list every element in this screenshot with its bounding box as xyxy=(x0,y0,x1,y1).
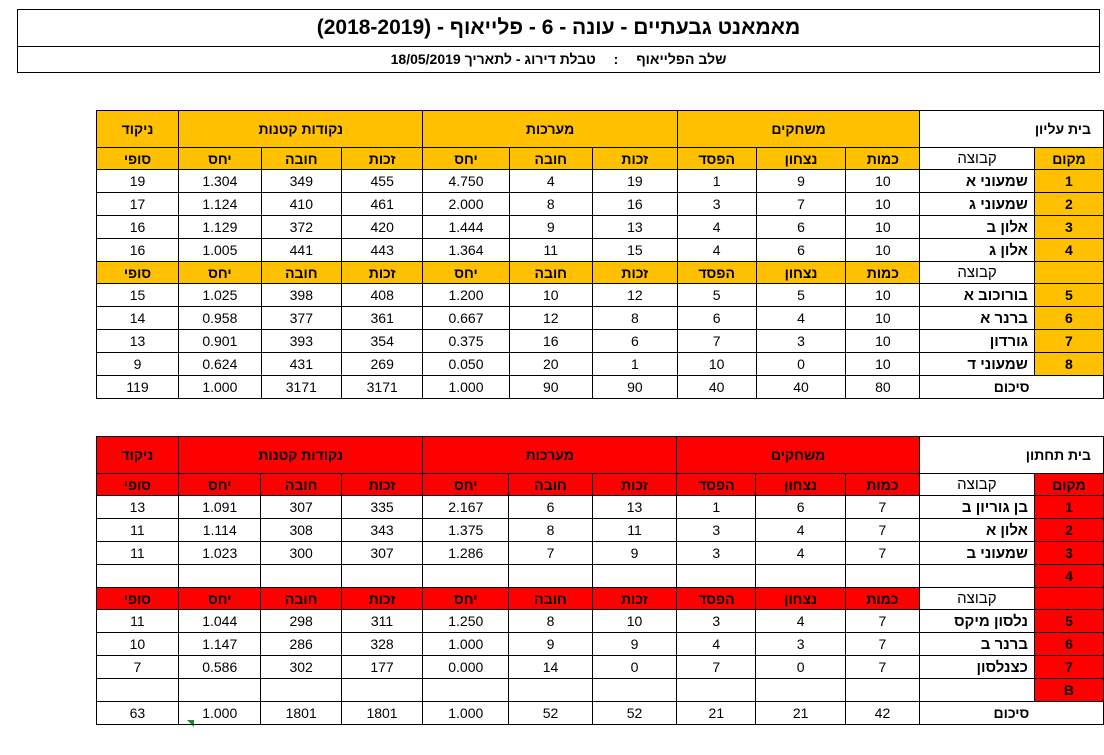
stat-sr-cell: 1.444 xyxy=(423,216,509,239)
stat-pl-cell: 431 xyxy=(261,353,341,376)
mid-header-sets-ratio: יחס xyxy=(423,588,509,610)
games-played-cell: 7 xyxy=(846,542,920,565)
stat-pl-cell: 307 xyxy=(261,496,341,519)
stat-pr-cell: 0.901 xyxy=(179,330,261,353)
mid-header-pts-won: זכות xyxy=(342,262,423,284)
games-lost-cell: 4 xyxy=(677,216,756,239)
stat-score-cell: 13 xyxy=(96,496,178,519)
stat-pr-cell xyxy=(179,679,261,702)
col-header-team: קבוצה xyxy=(920,148,1035,170)
stat-score-cell: 10 xyxy=(96,633,178,656)
mid-header-team: קבוצה xyxy=(920,262,1035,284)
stat-pw-cell: 269 xyxy=(342,353,423,376)
team-name-cell xyxy=(919,565,1034,588)
games-played-cell: 10 xyxy=(846,170,920,193)
col-header-sets-won: זכות xyxy=(592,148,677,170)
stat-score-cell: 11 xyxy=(96,519,178,542)
stat-sw-cell: 9 xyxy=(592,633,677,656)
group-sets: מערכות xyxy=(423,437,677,474)
stat-pw-cell: 343 xyxy=(341,519,422,542)
mid-header-pts-won: זכות xyxy=(341,588,422,610)
stat-pl-cell: 298 xyxy=(261,610,341,633)
stat-sl-cell: 16 xyxy=(509,330,592,353)
rank-cell: 3 xyxy=(1034,542,1103,565)
games-played-cell: 7 xyxy=(846,496,920,519)
stat-sw-cell: 10 xyxy=(592,610,677,633)
games-won-cell: 4 xyxy=(756,610,846,633)
games-lost-cell: 10 xyxy=(677,353,756,376)
stat-pr-cell: 0.624 xyxy=(179,353,261,376)
team-name-cell: שמעוני ג xyxy=(920,193,1035,216)
section-title: בית תחתון xyxy=(919,437,1103,474)
stat-sw-cell: 6 xyxy=(592,330,677,353)
stat-pr-cell: 1.025 xyxy=(179,284,261,307)
mid-header-lost: הפסד xyxy=(677,588,756,610)
col-header-pts-ratio: יחס xyxy=(179,474,261,496)
stat-sr-cell xyxy=(423,565,509,588)
games-played-cell: 10 xyxy=(846,216,920,239)
games-won-cell: 3 xyxy=(756,633,846,656)
stat-sl-cell: 8 xyxy=(509,193,592,216)
stat-score-cell: 16 xyxy=(96,216,178,239)
total-won-cell: 40 xyxy=(756,376,846,399)
stat-pw-cell: 461 xyxy=(342,193,423,216)
stat-sw-cell: 8 xyxy=(592,307,677,330)
stat-pw-cell: 328 xyxy=(341,633,422,656)
section-title: בית עליון xyxy=(920,111,1104,148)
games-won-cell: 7 xyxy=(756,193,846,216)
games-lost-cell: 7 xyxy=(677,656,756,679)
stat-pr-cell: 1.023 xyxy=(179,542,261,565)
total-score-cell: 119 xyxy=(96,376,178,399)
total-score-cell: 63 xyxy=(96,702,178,725)
games-won-cell: 3 xyxy=(756,330,846,353)
total-pl-cell: 1801 xyxy=(261,702,341,725)
team-name-cell: בורוכוב א xyxy=(920,284,1035,307)
stat-sw-cell: 1 xyxy=(592,353,677,376)
total-pl-cell: 3171 xyxy=(261,376,341,399)
games-played-cell xyxy=(846,679,920,702)
stat-pr-cell: 0.958 xyxy=(179,307,261,330)
mid-header-sets-won: זכות xyxy=(592,588,677,610)
games-played-cell xyxy=(846,565,920,588)
stat-score-cell: 15 xyxy=(96,284,178,307)
col-header-won: נצחון xyxy=(756,148,846,170)
stat-score-cell: 11 xyxy=(96,610,178,633)
total-pr-cell: 1.000 xyxy=(179,376,261,399)
rank-cell: 7 xyxy=(1034,330,1103,353)
games-won-cell: 4 xyxy=(756,307,846,330)
stat-pr-cell: 1.044 xyxy=(179,610,261,633)
rank-cell: 4 xyxy=(1034,239,1103,262)
total-sw-cell: 90 xyxy=(592,376,677,399)
mid-header-sets-lost: חובה xyxy=(509,262,592,284)
games-lost-cell: 1 xyxy=(677,170,756,193)
stat-pw-cell: 455 xyxy=(342,170,423,193)
stat-pw-cell: 443 xyxy=(342,239,423,262)
stat-pw-cell: 307 xyxy=(341,542,422,565)
team-name-cell: כצנלסון xyxy=(919,656,1034,679)
stat-sw-cell: 12 xyxy=(592,284,677,307)
col-header-played: כמות xyxy=(846,148,920,170)
total-played-cell: 80 xyxy=(846,376,920,399)
team-name-cell: בן גוריון ב xyxy=(919,496,1034,519)
games-lost-cell xyxy=(677,565,756,588)
games-lost-cell: 4 xyxy=(677,633,756,656)
games-lost-cell: 3 xyxy=(677,193,756,216)
stat-sl-cell: 14 xyxy=(509,656,592,679)
group-points: נקודות קטנות xyxy=(179,111,423,148)
mid-header-team: קבוצה xyxy=(919,588,1034,610)
stat-pw-cell: 361 xyxy=(342,307,423,330)
games-won-cell xyxy=(756,679,846,702)
team-name-cell: אלון א xyxy=(919,519,1034,542)
stat-sr-cell: 0.667 xyxy=(423,307,509,330)
col-header-lost: הפסד xyxy=(677,148,756,170)
stat-pr-cell: 1.304 xyxy=(179,170,261,193)
stat-sl-cell: 9 xyxy=(509,633,592,656)
mid-header-sets-ratio: יחס xyxy=(423,262,509,284)
stat-sl-cell: 12 xyxy=(509,307,592,330)
stat-pl-cell: 393 xyxy=(261,330,341,353)
stat-sw-cell: 15 xyxy=(592,239,677,262)
stat-sw-cell: 11 xyxy=(592,519,677,542)
stat-sr-cell: 2.167 xyxy=(423,496,509,519)
stat-pw-cell: 420 xyxy=(342,216,423,239)
stat-sl-cell: 6 xyxy=(509,496,592,519)
rank-cell: 8 xyxy=(1034,353,1103,376)
mid-header-pts-ratio: יחס xyxy=(179,262,261,284)
col-header-pts-won: זכות xyxy=(342,148,423,170)
stat-score-cell: 7 xyxy=(96,656,178,679)
games-won-cell: 4 xyxy=(756,519,846,542)
stat-score-cell: 11 xyxy=(96,542,178,565)
stat-pl-cell: 377 xyxy=(261,307,341,330)
stat-sr-cell: 0.000 xyxy=(423,656,509,679)
stat-sl-cell: 4 xyxy=(509,170,592,193)
group-games: משחקים xyxy=(677,437,919,474)
stat-sw-cell: 16 xyxy=(592,193,677,216)
stat-sr-cell: 1.286 xyxy=(423,542,509,565)
stat-sr-cell: 1.000 xyxy=(423,633,509,656)
col-header-lost: הפסד xyxy=(677,474,756,496)
total-sr-cell: 1.000 xyxy=(423,702,509,725)
stat-sr-cell: 2.000 xyxy=(423,193,509,216)
stat-pr-cell: 1.091 xyxy=(179,496,261,519)
mid-header-pts-lost: חובה xyxy=(261,262,341,284)
stat-pr-cell: 1.114 xyxy=(179,519,261,542)
rank-cell: 3 xyxy=(1034,216,1103,239)
games-won-cell: 5 xyxy=(756,284,846,307)
col-header-pts-lost: חובה xyxy=(261,148,341,170)
games-played-cell: 10 xyxy=(846,330,920,353)
games-lost-cell: 3 xyxy=(677,519,756,542)
games-played-cell: 10 xyxy=(846,307,920,330)
games-lost-cell: 3 xyxy=(677,542,756,565)
col-header-rank: מקום xyxy=(1034,148,1103,170)
stat-pl-cell: 300 xyxy=(261,542,341,565)
stat-pw-cell: 177 xyxy=(341,656,422,679)
stage-label: שלב הפלייאוף xyxy=(636,51,727,67)
stat-sw-cell: 13 xyxy=(592,496,677,519)
col-header-rank: מקום xyxy=(1034,474,1103,496)
team-name-cell: אלון ג xyxy=(920,239,1035,262)
stat-sr-cell: 4.750 xyxy=(423,170,509,193)
total-played-cell: 42 xyxy=(846,702,920,725)
lower-house-table xyxy=(17,436,1104,725)
rank-cell: 1 xyxy=(1034,496,1103,519)
rank-cell: 6 xyxy=(1034,633,1103,656)
stat-sr-cell: 1.364 xyxy=(423,239,509,262)
games-played-cell: 7 xyxy=(846,610,920,633)
mid-header-lost: הפסד xyxy=(677,262,756,284)
rank-cell: 4 xyxy=(1034,565,1103,588)
mid-header-pts-ratio: יחס xyxy=(179,588,261,610)
mid-header-played: כמות xyxy=(846,262,920,284)
stat-score-cell: 17 xyxy=(96,193,178,216)
games-lost-cell: 5 xyxy=(677,284,756,307)
games-played-cell: 7 xyxy=(846,656,920,679)
games-played-cell: 7 xyxy=(846,633,920,656)
stat-pl-cell: 441 xyxy=(261,239,341,262)
games-played-cell: 10 xyxy=(846,239,920,262)
col-header-pts-ratio: יחס xyxy=(179,148,261,170)
col-header-sets-lost: חובה xyxy=(509,148,592,170)
stat-sr-cell: 1.250 xyxy=(423,610,509,633)
stat-sw-cell: 13 xyxy=(592,216,677,239)
total-sw-cell: 52 xyxy=(592,702,677,725)
team-name-cell: אלון ב xyxy=(920,216,1035,239)
games-won-cell: 6 xyxy=(756,239,846,262)
games-played-cell: 7 xyxy=(846,519,920,542)
group-games: משחקים xyxy=(677,111,919,148)
rank-cell: 6 xyxy=(1034,307,1103,330)
stat-pr-cell: 1.124 xyxy=(179,193,261,216)
stat-sl-cell: 11 xyxy=(509,239,592,262)
group-score: ניקוד xyxy=(96,111,178,148)
stat-pl-cell: 302 xyxy=(261,656,341,679)
games-won-cell xyxy=(756,565,846,588)
stat-pl-cell: 410 xyxy=(261,193,341,216)
mid-header-won: נצחון xyxy=(756,262,846,284)
total-won-cell: 21 xyxy=(756,702,846,725)
group-sets: מערכות xyxy=(423,111,677,148)
stat-pl-cell: 286 xyxy=(261,633,341,656)
stat-sl-cell: 8 xyxy=(509,519,592,542)
stat-sl-cell: 20 xyxy=(509,353,592,376)
stat-pw-cell: 311 xyxy=(341,610,422,633)
col-header-sets-ratio: יחס xyxy=(423,474,509,496)
rank-cell: 2 xyxy=(1034,519,1103,542)
total-lost-cell: 21 xyxy=(677,702,756,725)
stat-pr-cell: 1.129 xyxy=(179,216,261,239)
group-points: נקודות קטנות xyxy=(179,437,423,474)
total-pr-cell: 1.000 xyxy=(179,702,261,725)
col-header-sets-won: זכות xyxy=(592,474,677,496)
games-won-cell: 0 xyxy=(756,353,846,376)
mid-header-rank xyxy=(1034,262,1103,284)
stat-pr-cell xyxy=(179,565,261,588)
games-won-cell: 9 xyxy=(756,170,846,193)
mid-header-sets-won: זכות xyxy=(592,262,677,284)
upper-house-table xyxy=(17,110,1104,399)
games-played-cell: 10 xyxy=(846,193,920,216)
stat-sl-cell xyxy=(509,679,592,702)
stat-sr-cell: 0.375 xyxy=(423,330,509,353)
total-pw-cell: 3171 xyxy=(342,376,423,399)
stat-score-cell xyxy=(96,565,178,588)
stat-pl-cell xyxy=(261,679,341,702)
stat-pw-cell: 354 xyxy=(342,330,423,353)
stat-pr-cell: 1.147 xyxy=(179,633,261,656)
rank-cell: B xyxy=(1034,679,1103,702)
col-header-team: קבוצה xyxy=(919,474,1034,496)
mid-header-final: סופי xyxy=(96,262,178,284)
rank-cell: 1 xyxy=(1034,170,1103,193)
rank-cell: 2 xyxy=(1034,193,1103,216)
stat-pw-cell: 335 xyxy=(341,496,422,519)
stat-sl-cell: 7 xyxy=(509,542,592,565)
team-name-cell: שמעוני ד xyxy=(920,353,1035,376)
col-header-final: סופי xyxy=(96,148,178,170)
mid-header-rank xyxy=(1034,588,1103,610)
stat-sl-cell xyxy=(509,565,592,588)
stat-sl-cell: 8 xyxy=(509,610,592,633)
stat-sw-cell xyxy=(592,565,677,588)
stat-score-cell: 9 xyxy=(96,353,178,376)
stat-sw-cell: 0 xyxy=(592,656,677,679)
rank-cell: 7 xyxy=(1034,656,1103,679)
rank-cell: 5 xyxy=(1034,284,1103,307)
stat-pw-cell: 408 xyxy=(342,284,423,307)
games-lost-cell: 6 xyxy=(677,307,756,330)
total-sl-cell: 90 xyxy=(509,376,592,399)
games-played-cell: 10 xyxy=(846,284,920,307)
games-lost-cell: 3 xyxy=(677,610,756,633)
stat-pw-cell xyxy=(341,679,422,702)
stat-score-cell: 16 xyxy=(96,239,178,262)
stat-pl-cell xyxy=(261,565,341,588)
games-lost-cell: 7 xyxy=(677,330,756,353)
games-lost-cell: 4 xyxy=(677,239,756,262)
page-subtitle xyxy=(18,47,1099,72)
rank-cell: 5 xyxy=(1034,610,1103,633)
date-label: טבלת דירוג - לתאריך 18/05/2019 xyxy=(390,51,596,67)
stat-pr-cell: 0.586 xyxy=(179,656,261,679)
mid-header-final: סופי xyxy=(96,588,178,610)
col-header-final: סופי xyxy=(96,474,178,496)
team-name-cell: גורדון xyxy=(920,330,1035,353)
stat-sw-cell: 9 xyxy=(592,542,677,565)
stat-pw-cell xyxy=(341,565,422,588)
stat-sr-cell: 1.375 xyxy=(423,519,509,542)
team-name-cell: ברנר א xyxy=(920,307,1035,330)
total-label: סיכום xyxy=(920,376,1104,399)
total-sr-cell: 1.000 xyxy=(423,376,509,399)
total-pw-cell: 1801 xyxy=(341,702,422,725)
page-title: מאמאנט גבעתיים - עונה - 6 - פלייאוף - (2018-2019) xyxy=(18,10,1099,47)
team-name-cell xyxy=(919,679,1034,702)
stat-pr-cell: 1.005 xyxy=(179,239,261,262)
team-name-cell: נלסון מיקס xyxy=(919,610,1034,633)
col-header-pts-lost: חובה xyxy=(261,474,341,496)
stat-pl-cell: 372 xyxy=(261,216,341,239)
mid-header-pts-lost: חובה xyxy=(261,588,341,610)
col-header-sets-lost: חובה xyxy=(509,474,592,496)
games-lost-cell: 1 xyxy=(677,496,756,519)
stat-sr-cell xyxy=(423,679,509,702)
games-won-cell: 4 xyxy=(756,542,846,565)
stage-separator: : xyxy=(613,51,619,67)
games-won-cell: 6 xyxy=(756,496,846,519)
games-played-cell: 10 xyxy=(846,353,920,376)
stat-score-cell: 14 xyxy=(96,307,178,330)
mid-header-played: כמות xyxy=(846,588,920,610)
stat-score-cell: 13 xyxy=(96,330,178,353)
games-lost-cell xyxy=(677,679,756,702)
stat-pl-cell: 308 xyxy=(261,519,341,542)
mid-header-sets-lost: חובה xyxy=(509,588,592,610)
group-score: ניקוד xyxy=(96,437,178,474)
stat-sl-cell: 9 xyxy=(509,216,592,239)
team-name-cell: שמעוני ב xyxy=(919,542,1034,565)
games-won-cell: 6 xyxy=(756,216,846,239)
total-label: סיכום xyxy=(919,702,1103,725)
stat-sw-cell: 19 xyxy=(592,170,677,193)
col-header-played: כמות xyxy=(846,474,920,496)
col-header-sets-ratio: יחס xyxy=(423,148,509,170)
team-name-cell: ברנר ב xyxy=(919,633,1034,656)
stat-pl-cell: 398 xyxy=(261,284,341,307)
total-sl-cell: 52 xyxy=(509,702,592,725)
stat-sr-cell: 1.200 xyxy=(423,284,509,307)
mid-header-won: נצחון xyxy=(756,588,846,610)
total-lost-cell: 40 xyxy=(677,376,756,399)
stat-pl-cell: 349 xyxy=(261,170,341,193)
stat-sl-cell: 10 xyxy=(509,284,592,307)
stat-score-cell xyxy=(96,679,178,702)
title-box xyxy=(17,9,1100,73)
stat-score-cell: 19 xyxy=(96,170,178,193)
games-won-cell: 0 xyxy=(756,656,846,679)
stat-sw-cell xyxy=(592,679,677,702)
col-header-won: נצחון xyxy=(756,474,846,496)
col-header-pts-won: זכות xyxy=(341,474,422,496)
stat-sr-cell: 0.050 xyxy=(423,353,509,376)
team-name-cell: שמעוני א xyxy=(920,170,1035,193)
